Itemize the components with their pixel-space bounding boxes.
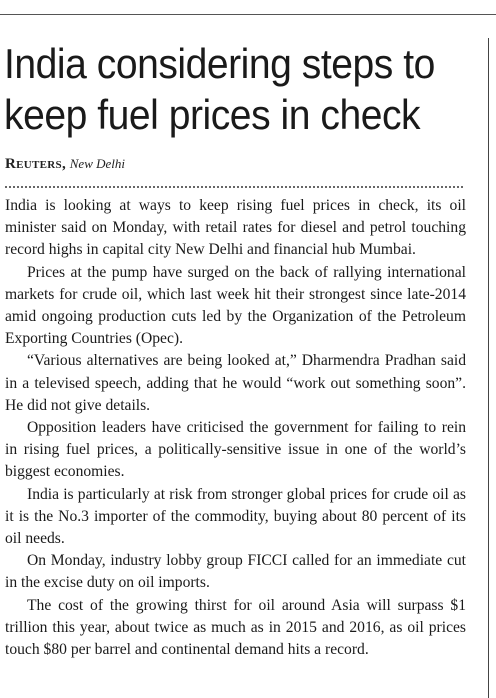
article-paragraph: The cost of the growing thirst for oil around Asia will surpass $1 trillion this year, about twice as much as in 2015 and 2016, as oil prices touch $80 per barrel and continental demand hits a record. xyxy=(5,596,466,659)
article-paragraph: Opposition leaders have criticised the government for failing to rein in rising fuel prices, a politically-sensitive issue in one of the world’s biggest economies. xyxy=(5,419,466,481)
dotted-divider xyxy=(5,186,463,188)
article-paragraph: India is particularly at risk from stronger global prices for crude oil as it is the No.3 importer of the commodity, buying about 80 percent of its oil needs. xyxy=(5,485,466,548)
top-rule xyxy=(0,14,496,15)
article-headline: India considering steps to keep fuel prices in check xyxy=(4,40,435,138)
byline xyxy=(5,156,125,173)
article-paragraph: On Monday, industry lobby group FICCI called for an immediate cut in the excise duty on oil imports. xyxy=(5,552,466,592)
article-paragraph: Prices at the pump have surged on the back of rallying international markets for crude oil, which last week hit their strongest since late-2014 amid ongoing production cuts led by the Organization of the Petroleum Exporting Countries (Opec). xyxy=(5,263,466,348)
adjacent-column-edge xyxy=(488,38,496,698)
byline-agency: Reuters, xyxy=(5,156,66,172)
article-body xyxy=(5,195,466,661)
byline-dateline: New Delhi xyxy=(69,156,125,171)
article-paragraph: India is looking at ways to keep rising fuel prices in check, its oil minister said on Monday, with retail rates for diesel and petrol touching record highs in capital city New Delhi and financial hub Mumbai. xyxy=(5,197,466,259)
article-paragraph: “Various alternatives are being looked at,” Dharmendra Pradhan said in a televised speech, adding that he would “work out something soon”. He did not give details. xyxy=(5,352,466,414)
